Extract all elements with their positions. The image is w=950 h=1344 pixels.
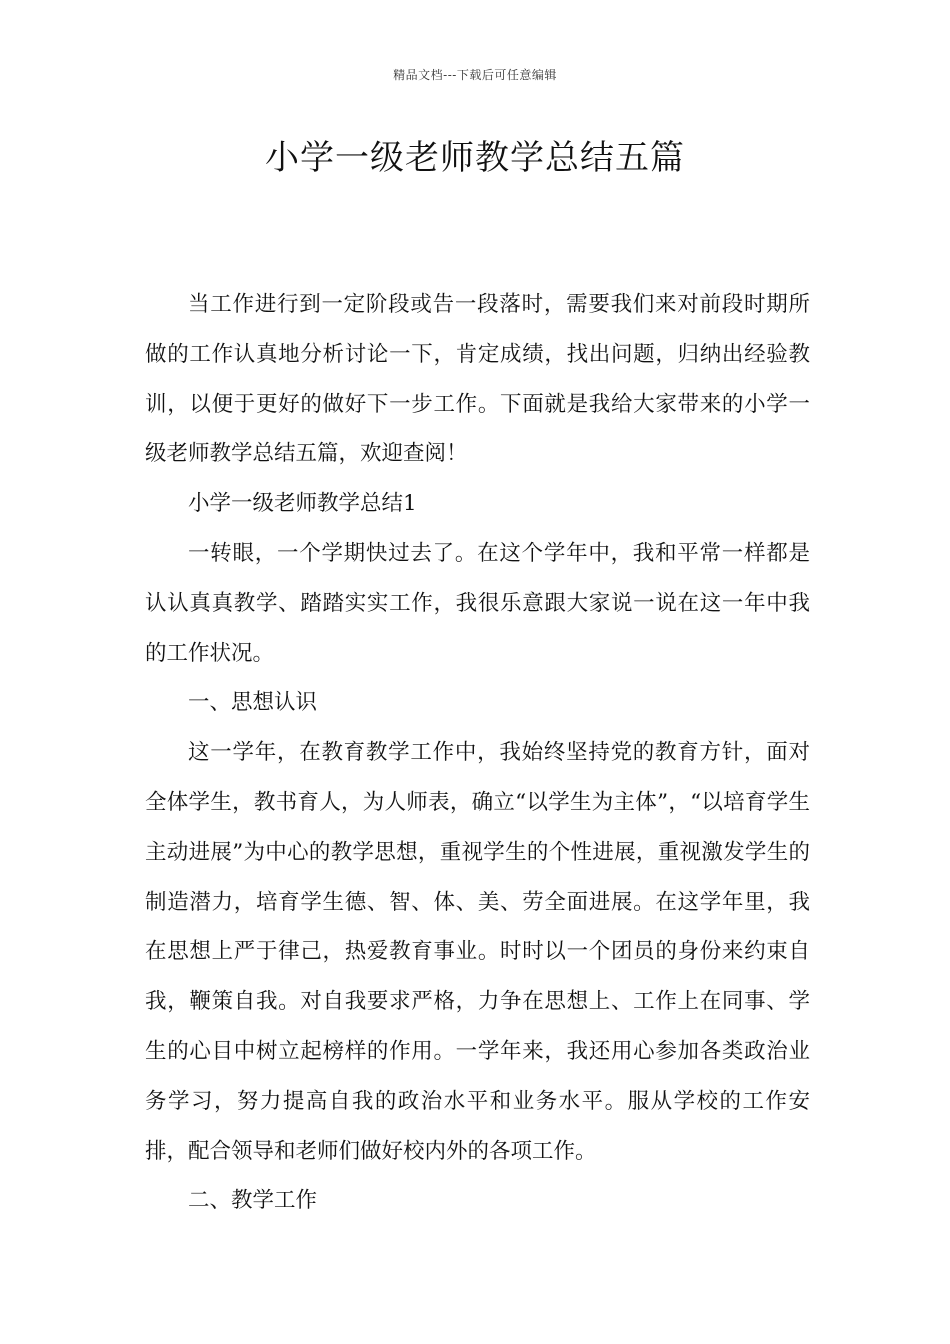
document-title: 小学一级老师教学总结五篇 xyxy=(265,138,685,178)
section-heading-teaching: 二、教学工作 xyxy=(188,1188,318,1214)
body-paragraph: 这一学年，在教育教学工作中，我始终坚持党的教育方针，面对全体学生，教书育人，为人师表，确立“以学生为主体”，“以培育学生主动进展”为中心的教学思想，重视学生的个性进展，重视激发学生的制造潜力，培育学生德、智、体、美、劳全面进展。在这学年里，我在思想上严于律己，热爱教育事业。时时以一个团员的身份来约束自我，鞭策自我。对自我要求严格，力争在思想上、工作上在同事、学生的心目中树立起榜样的作用。一学年来，我还用心参加各类政治业务学习，努力提高自我的政治水平和业务水平。服从学校的工作安排，配合领导和老师们做好校内外的各项工作。 xyxy=(145,740,810,1164)
document-body xyxy=(145,280,810,1226)
section-heading-thinking: 一、思想认识 xyxy=(188,690,318,716)
page-header-watermark: 精品文档---下载后可任意编辑 xyxy=(393,68,557,82)
section-heading-summary-1: 小学一级老师教学总结1 xyxy=(188,491,417,517)
intro-paragraph: 当工作进行到一定阶段或告一段落时，需要我们来对前段时期所做的工作认真地分析讨论一下，肯定成绩，找出问题，归纳出经验教训，以便于更好的做好下一步工作。下面就是我给大家带来的小学一级老师教学总结五篇，欢迎查阅！ xyxy=(145,292,810,467)
body-paragraph: 一转眼，一个学期快过去了。在这个学年中，我和平常一样都是认认真真教学、踏踏实实工作，我很乐意跟大家说一说在这一年中我的工作状况。 xyxy=(145,540,810,666)
